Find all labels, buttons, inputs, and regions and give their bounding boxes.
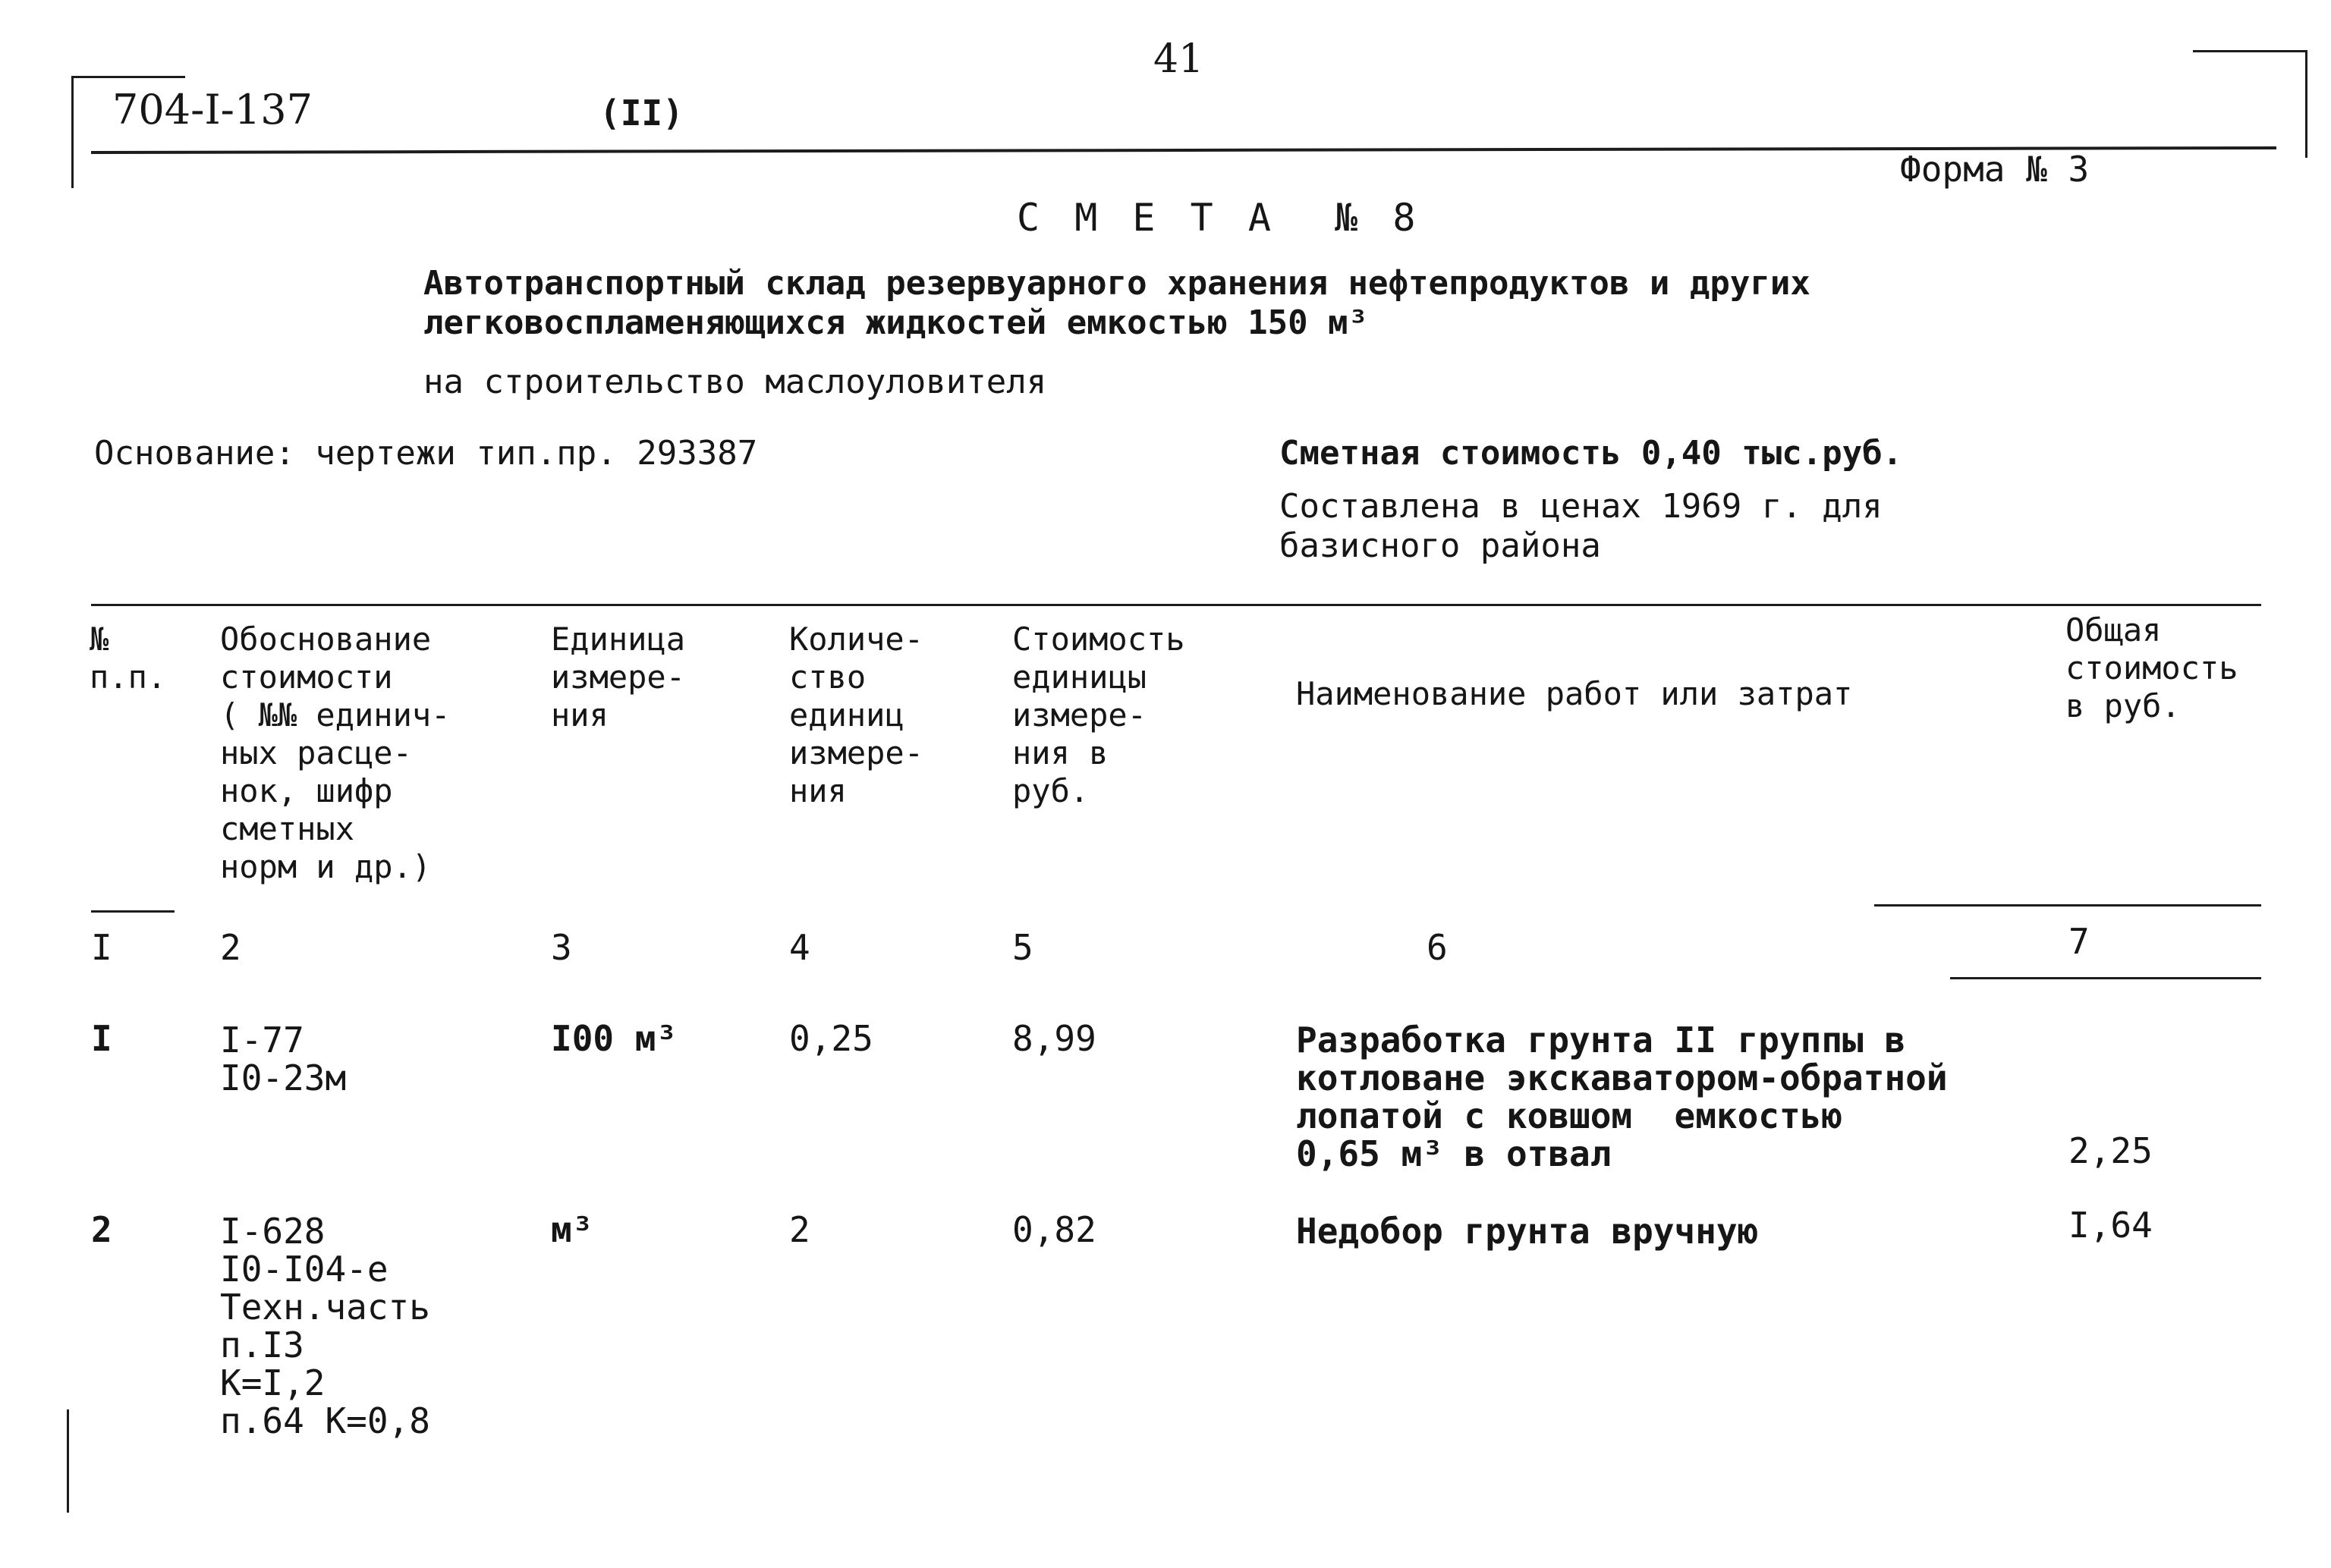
row-2-basis	[220, 1212, 430, 1440]
header-col-5-line-5: руб.	[1012, 772, 1090, 809]
row-2-total: I,64	[2068, 1205, 2153, 1246]
column-number-2: 2	[220, 927, 241, 968]
column-number-5: 5	[1012, 927, 1033, 968]
header-col-7	[2065, 611, 2238, 725]
row-1-basis	[220, 1021, 346, 1097]
estimated-cost: Сметная стоимость 0,40 тыс.руб.	[1279, 434, 1903, 473]
header-col-2-line-1: Обоснование	[220, 621, 432, 658]
row-2-work-name	[1296, 1212, 1758, 1250]
row-1-work-name-line-4: 0,65 м³ в отвал	[1296, 1133, 1612, 1174]
row-2-basis-line-2: I0-I04-е	[220, 1249, 388, 1290]
row-1-work-name	[1296, 1021, 1948, 1173]
header-col-2-line-7: норм и др.)	[220, 848, 432, 885]
header-col-3	[551, 621, 685, 734]
row-2-unit: м³	[551, 1209, 593, 1250]
header-col-4-line-1: Количе-	[789, 621, 924, 658]
column-number-7: 7	[2068, 921, 2090, 962]
header-col-7-line-2: стоимость	[2065, 649, 2238, 687]
column-number-6: 6	[1427, 927, 1448, 968]
page-number: 41	[1153, 36, 1204, 82]
row-2-basis-line-5: К=I,2	[220, 1362, 326, 1403]
header-col-2-line-2: стоимости	[220, 658, 393, 696]
document-title: С М Е Т А № 8	[1017, 196, 1422, 240]
header-bottom-rule-left	[91, 910, 175, 913]
basis-text: Основание: чертежи тип.пр. 293387	[94, 434, 758, 473]
row-1-work-name-line-1: Разработка грунта II группы в	[1296, 1020, 1906, 1061]
column-number-3: 3	[551, 927, 572, 968]
header-col-6-line-1: Наименование работ или затрат	[1296, 675, 1853, 712]
subtitle-line-1: Автотранспортный склад резервуарного хранения нефтепродуктов и других	[423, 264, 1810, 303]
header-col-1-line-1: №	[90, 621, 109, 658]
row-1-unit-cost: 8,99	[1012, 1018, 1096, 1059]
frame-bottom-left-border	[67, 1409, 69, 1513]
row-2-basis-line-6: п.64 К=0,8	[220, 1400, 430, 1441]
frame-right-border	[2305, 50, 2307, 158]
row-1-quantity: 0,25	[789, 1018, 873, 1059]
header-bottom-rule-right	[1874, 904, 2261, 907]
doc-code: 704-I-137	[112, 86, 313, 134]
header-col-2-line-5: нок, шифр	[220, 772, 393, 809]
header-col-3-line-2: измере-	[551, 658, 686, 696]
row-2-work-name-line-1: Недобор грунта вручную	[1296, 1211, 1759, 1252]
header-col-4-line-2: ство	[789, 658, 867, 696]
row-1-number: I	[91, 1018, 112, 1059]
frame-left-border	[71, 76, 74, 188]
header-col-3-line-3: ния	[551, 696, 609, 734]
header-col-4-line-5: ния	[789, 772, 847, 809]
header-col-1	[90, 621, 166, 696]
header-col-5-line-1: Стоимость	[1012, 621, 1185, 658]
header-col-7-line-1: Общая	[2065, 611, 2162, 649]
header-col-1-line-2: п.п.	[90, 658, 167, 696]
form-label: Форма № 3	[1900, 149, 2090, 190]
doc-part: (II)	[599, 93, 684, 134]
frame-top-line	[71, 76, 185, 78]
header-col-3-line-1: Единица	[551, 621, 686, 658]
price-basis-line-1: Составлена в ценах 1969 г. для	[1279, 487, 1883, 526]
row-1-basis-line-1: I-77	[220, 1020, 304, 1061]
row-2-basis-line-4: п.I3	[220, 1324, 304, 1365]
header-col-5-line-3: измере-	[1012, 696, 1147, 734]
row-2-quantity: 2	[789, 1209, 810, 1250]
column-number-4: 4	[789, 927, 810, 968]
row-1-work-name-line-2: котловане экскаватором-обратной	[1296, 1057, 1948, 1098]
column-number-1: I	[91, 927, 112, 968]
header-col-5	[1012, 621, 1185, 810]
header-col-7-line-3: в руб.	[2065, 687, 2181, 724]
row-2-number: 2	[91, 1209, 112, 1250]
subtitle-line-3: на строительство маслоуловителя	[423, 363, 1047, 401]
header-col-4-line-3: единиц	[789, 696, 904, 734]
row-2-basis-line-3: Техн.часть	[220, 1287, 430, 1328]
frame-top-right-line	[2193, 50, 2307, 52]
row-1-total: 2,25	[2068, 1130, 2153, 1171]
row-2-basis-line-1: I-628	[220, 1211, 326, 1252]
row-1-unit: I00 м³	[551, 1018, 678, 1059]
header-col-6	[1296, 675, 1852, 713]
column-numbers-bottom-rule	[1950, 977, 2261, 979]
header-col-4-line-4: измере-	[789, 734, 924, 771]
header-col-4	[789, 621, 923, 810]
price-basis-line-2: базисного района	[1279, 526, 1601, 565]
header-col-5-line-2: единицы	[1012, 658, 1147, 696]
subtitle-line-2: легковоспламеняющихся жидкостей емкостью 150 м³	[423, 303, 1369, 342]
table-top-rule	[91, 604, 2261, 606]
header-col-2	[220, 621, 450, 886]
header-col-2-line-4: ных расце-	[220, 734, 412, 771]
header-col-2-line-6: сметных	[220, 810, 355, 847]
header-col-2-line-3: ( №№ единич-	[220, 696, 451, 734]
row-1-basis-line-2: I0-23м	[220, 1057, 347, 1098]
row-1-work-name-line-3: лопатой с ковшом емкостью	[1296, 1095, 1843, 1136]
header-col-5-line-4: ния в	[1012, 734, 1109, 771]
row-2-unit-cost: 0,82	[1012, 1209, 1096, 1250]
